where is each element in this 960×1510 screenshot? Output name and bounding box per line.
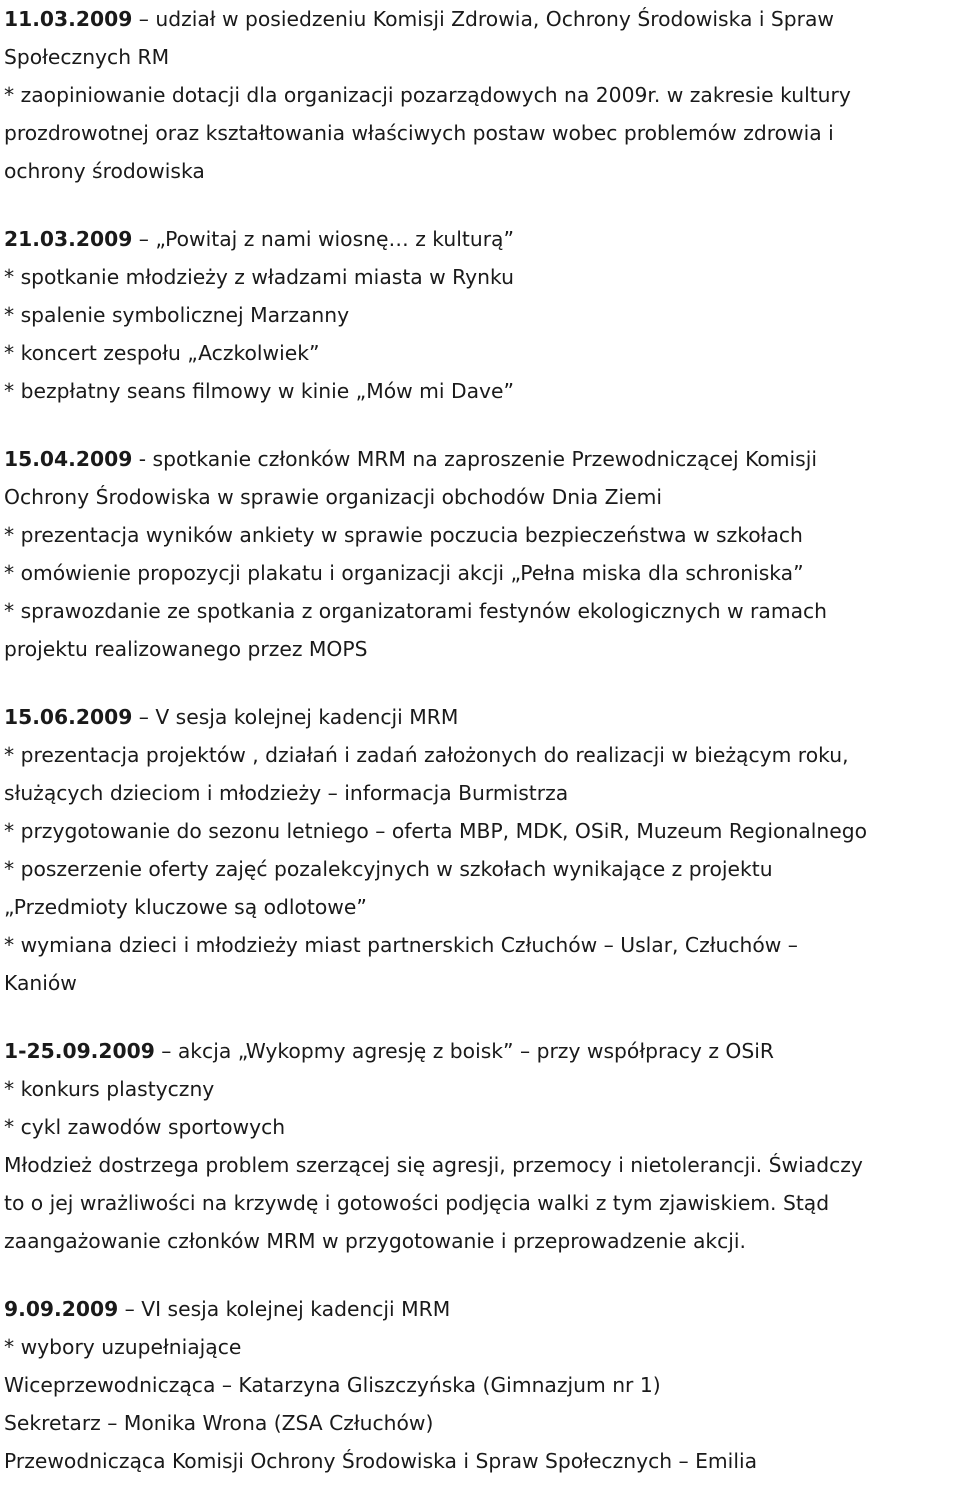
- text-line: * omówienie propozycji plakatu i organizacji akcji „Pełna miska dla schroniska”: [4, 561, 804, 585]
- section-date: 11.03.2009: [4, 7, 133, 31]
- section-heading-line: [4, 220, 960, 258]
- section-2009-03-11: [4, 0, 960, 190]
- section-title: – VI sesja kolejnej kadencji MRM: [118, 1297, 451, 1321]
- text-line: * wybory uzupełniające: [4, 1335, 242, 1359]
- text-line: to o jej wrażliwości na krzywdę i gotowości podjęcia walki z tym zjawiskiem. Stąd: [4, 1191, 830, 1215]
- text-line: * zaopiniowanie dotacji dla organizacji pozarządowych na 2009r. w zakresie kultury: [4, 83, 851, 107]
- text-line: * poszerzenie oferty zajęć pozalekcyjnych w szkołach wynikające z projektu: [4, 857, 773, 881]
- section-title: - spotkanie członków MRM na zaproszenie Przewodniczącej Komisji: [132, 447, 818, 471]
- text-line: projektu realizowanego przez MOPS: [4, 637, 368, 661]
- section-title: – „Powitaj z nami wiosnę… z kulturą”: [132, 227, 514, 251]
- text-line: * sprawozdanie ze spotkania z organizatorami festynów ekologicznych w ramach: [4, 599, 828, 623]
- document-body: [4, 0, 960, 1510]
- section-heading-line: [4, 440, 960, 478]
- section-title: – akcja „Wykopmy agresję z boisk” – przy współpracy z OSiR: [154, 1039, 774, 1063]
- text-line: * prezentacja wyników ankiety w sprawie poczucia bezpieczeństwa w szkołach: [4, 523, 803, 547]
- text-line: * koncert zespołu „Aczkolwiek”: [4, 341, 320, 365]
- text-line: * prezentacja projektów , działań i zadań założonych do realizacji w bieżącym roku,: [4, 743, 849, 767]
- section-2009-09-09: [4, 1290, 960, 1480]
- section-title: – udział w posiedzeniu Komisji Zdrowia, Ochrony Środowiska i Spraw: [132, 7, 835, 31]
- text-line: Wiceprzewodnicząca – Katarzyna Gliszczyńska (Gimnazjum nr 1): [4, 1373, 661, 1397]
- text-line: * spotkanie młodzieży z władzami miasta w Rynku: [4, 265, 514, 289]
- text-line: Przewodnicząca Komisji Ochrony Środowiska i Spraw Społecznych – Emilia: [4, 1449, 758, 1473]
- text-line: * bezpłatny seans filmowy w kinie „Mów mi Dave”: [4, 379, 515, 403]
- section-heading-line: [4, 1290, 960, 1328]
- section-date: 15.04.2009: [4, 447, 133, 471]
- text-line: * cykl zawodów sportowych: [4, 1115, 286, 1139]
- section-date: 15.06.2009: [4, 705, 133, 729]
- section-heading-line: [4, 698, 960, 736]
- text-line: służących dzieciom i młodzieży – informacja Burmistrza: [4, 781, 569, 805]
- section-date: 9.09.2009: [4, 1297, 119, 1321]
- section-date: 21.03.2009: [4, 227, 133, 251]
- text-line: * spalenie symbolicznej Marzanny: [4, 303, 350, 327]
- text-line: Ochrony Środowiska w sprawie organizacji obchodów Dnia Ziemi: [4, 485, 662, 509]
- text-line: * wymiana dzieci i młodzieży miast partnerskich Człuchów – Uslar, Człuchów –: [4, 933, 798, 957]
- text-line: Sekretarz – Monika Wrona (ZSA Człuchów): [4, 1411, 434, 1435]
- section-2009-04-15: [4, 440, 960, 668]
- section-2009-03-21: [4, 220, 960, 410]
- section-2009-09-01-25: [4, 1032, 960, 1260]
- text-line: Społecznych RM: [4, 45, 170, 69]
- text-line: zaangażowanie członków MRM w przygotowanie i przeprowadzenie akcji.: [4, 1229, 746, 1253]
- text-line: prozdrowotnej oraz kształtowania właściwych postaw wobec problemów zdrowia i: [4, 121, 834, 145]
- text-line: „Przedmioty kluczowe są odlotowe”: [4, 895, 367, 919]
- section-heading-line: [4, 0, 960, 38]
- text-line: * konkurs plastyczny: [4, 1077, 215, 1101]
- section-heading-line: [4, 1032, 960, 1070]
- section-2009-06-15: [4, 698, 960, 1002]
- text-line: Kaniów: [4, 971, 77, 995]
- text-line: * przygotowanie do sezonu letniego – oferta MBP, MDK, OSiR, Muzeum Regionalnego: [4, 819, 867, 843]
- text-line: Młodzież dostrzega problem szerzącej się agresji, przemocy i nietolerancji. Świadczy: [4, 1153, 863, 1177]
- section-date: 1-25.09.2009: [4, 1039, 155, 1063]
- text-line: ochrony środowiska: [4, 159, 205, 183]
- section-title: – V sesja kolejnej kadencji MRM: [132, 705, 459, 729]
